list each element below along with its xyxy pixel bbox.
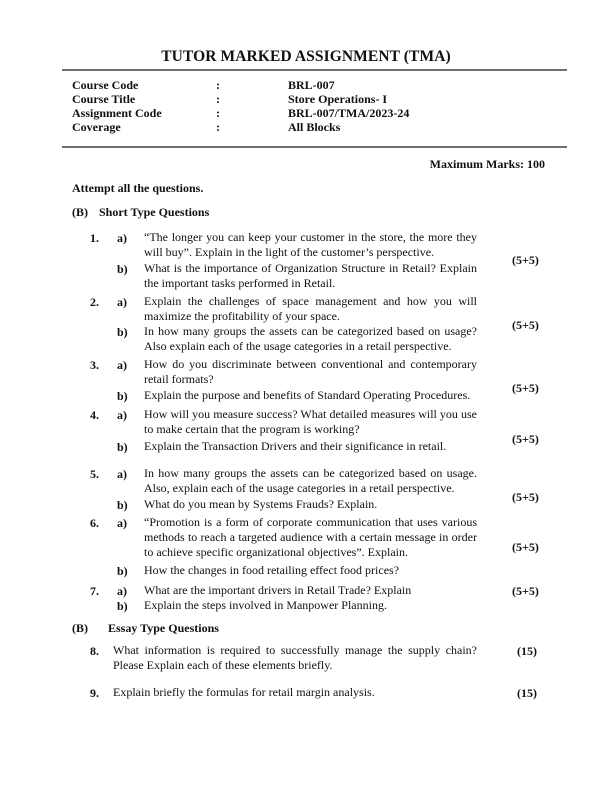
marks: (15) bbox=[517, 644, 537, 658]
part-label: b) bbox=[117, 262, 128, 276]
marks: (5+5) bbox=[512, 381, 539, 395]
meta-value-course-title: Store Operations- I bbox=[288, 92, 388, 106]
meta-value-assignment-code: BRL-007/TMA/2023-24 bbox=[288, 106, 410, 120]
question-number: 7. bbox=[90, 584, 99, 598]
question-text: Explain the challenges of space management and how you will maximize the profitability of your space. bbox=[144, 294, 477, 323]
question-number: 4. bbox=[90, 408, 99, 422]
meta-value-coverage: All Blocks bbox=[288, 120, 341, 134]
instruction: Attempt all the questions. bbox=[72, 181, 204, 195]
marks: (5+5) bbox=[512, 432, 539, 446]
meta-colon: : bbox=[216, 92, 220, 106]
marks: (15) bbox=[517, 686, 537, 700]
part-label: b) bbox=[117, 599, 128, 613]
part-label: b) bbox=[117, 564, 128, 578]
part-label: b) bbox=[117, 325, 128, 339]
meta-value-course-code: BRL-007 bbox=[288, 78, 335, 92]
meta-colon: : bbox=[216, 78, 220, 92]
question-text: What do you mean by Systems Frauds? Explain. bbox=[144, 497, 378, 511]
part-label: a) bbox=[117, 516, 127, 530]
question-text: Explain the steps involved in Manpower Planning. bbox=[144, 598, 387, 612]
meta-label-coverage: Coverage bbox=[72, 120, 121, 134]
question-number: 2. bbox=[90, 295, 99, 309]
marks: (5+5) bbox=[512, 253, 539, 267]
meta-label-course-title: Course Title bbox=[72, 92, 136, 106]
part-label: a) bbox=[117, 231, 127, 245]
part-label: a) bbox=[117, 584, 127, 598]
question-text: What is the importance of Organization Structure in Retail? Explain the important tasks performed in Retail. bbox=[144, 261, 477, 290]
question-number: 9. bbox=[90, 686, 99, 700]
maximum-marks: Maximum Marks: 100 bbox=[429, 157, 545, 171]
question-text: In how many groups the assets can be categorized based on usage? Also explain each of the usage categories in a retail perspective. bbox=[144, 324, 477, 353]
part-label: a) bbox=[117, 408, 127, 422]
question-number: 3. bbox=[90, 358, 99, 372]
marks: (5+5) bbox=[512, 584, 539, 598]
question-text: What are the important drivers in Retail Trade? Explain bbox=[144, 583, 412, 597]
part-label: a) bbox=[117, 358, 127, 372]
question-text: How do you discriminate between conventional and contemporary retail formats? bbox=[144, 357, 477, 386]
marks: (5+5) bbox=[512, 540, 539, 554]
part-label: a) bbox=[117, 295, 127, 309]
part-label: b) bbox=[117, 389, 128, 403]
part-label: a) bbox=[117, 467, 127, 481]
meta-label-assignment-code: Assignment Code bbox=[72, 106, 162, 120]
question-text: In how many groups the assets can be categorized based on usage. Also, explain each of the usage categories in a retail perspective. bbox=[144, 466, 477, 495]
section-label: (B) bbox=[72, 205, 88, 219]
section-label: (B) bbox=[72, 621, 88, 635]
marks: (5+5) bbox=[512, 490, 539, 504]
meta-colon: : bbox=[216, 120, 220, 134]
section-title-essay: Essay Type Questions bbox=[108, 621, 219, 635]
part-label: b) bbox=[117, 498, 128, 512]
meta-colon: : bbox=[216, 106, 220, 120]
question-number: 5. bbox=[90, 467, 99, 481]
question-text: Explain the purpose and benefits of Standard Operating Procedures. bbox=[144, 388, 471, 402]
question-text: “The longer you can keep your customer in the store, the more they will buy”. Explain in the light of the customer’s perspective. bbox=[144, 230, 477, 259]
question-text: What information is required to successfully manage the supply chain? Please Explain each of these elements briefly. bbox=[113, 643, 477, 672]
question-number: 6. bbox=[90, 516, 99, 530]
question-text: How will you measure success? What detailed measures will you use to make certain that the program is working? bbox=[144, 407, 477, 436]
question-number: 1. bbox=[90, 231, 99, 245]
section-title-short: Short Type Questions bbox=[99, 205, 210, 219]
title-divider bbox=[62, 69, 567, 71]
marks: (5+5) bbox=[512, 318, 539, 332]
question-text: “Promotion is a form of corporate communication that uses various methods to reach a targeted audience with a certain message in order to achieve specific organizational objectives”. Explain. bbox=[144, 515, 477, 559]
question-number: 8. bbox=[90, 644, 99, 658]
part-label: b) bbox=[117, 440, 128, 454]
document-title: TUTOR MARKED ASSIGNMENT (TMA) bbox=[161, 48, 451, 65]
meta-divider bbox=[62, 146, 567, 148]
question-text: How the changes in food retailing effect food prices? bbox=[144, 563, 400, 577]
meta-label-course-code: Course Code bbox=[72, 78, 139, 92]
question-text: Explain the Transaction Drivers and their significance in retail. bbox=[144, 439, 447, 453]
question-text: Explain briefly the formulas for retail margin analysis. bbox=[113, 685, 375, 699]
